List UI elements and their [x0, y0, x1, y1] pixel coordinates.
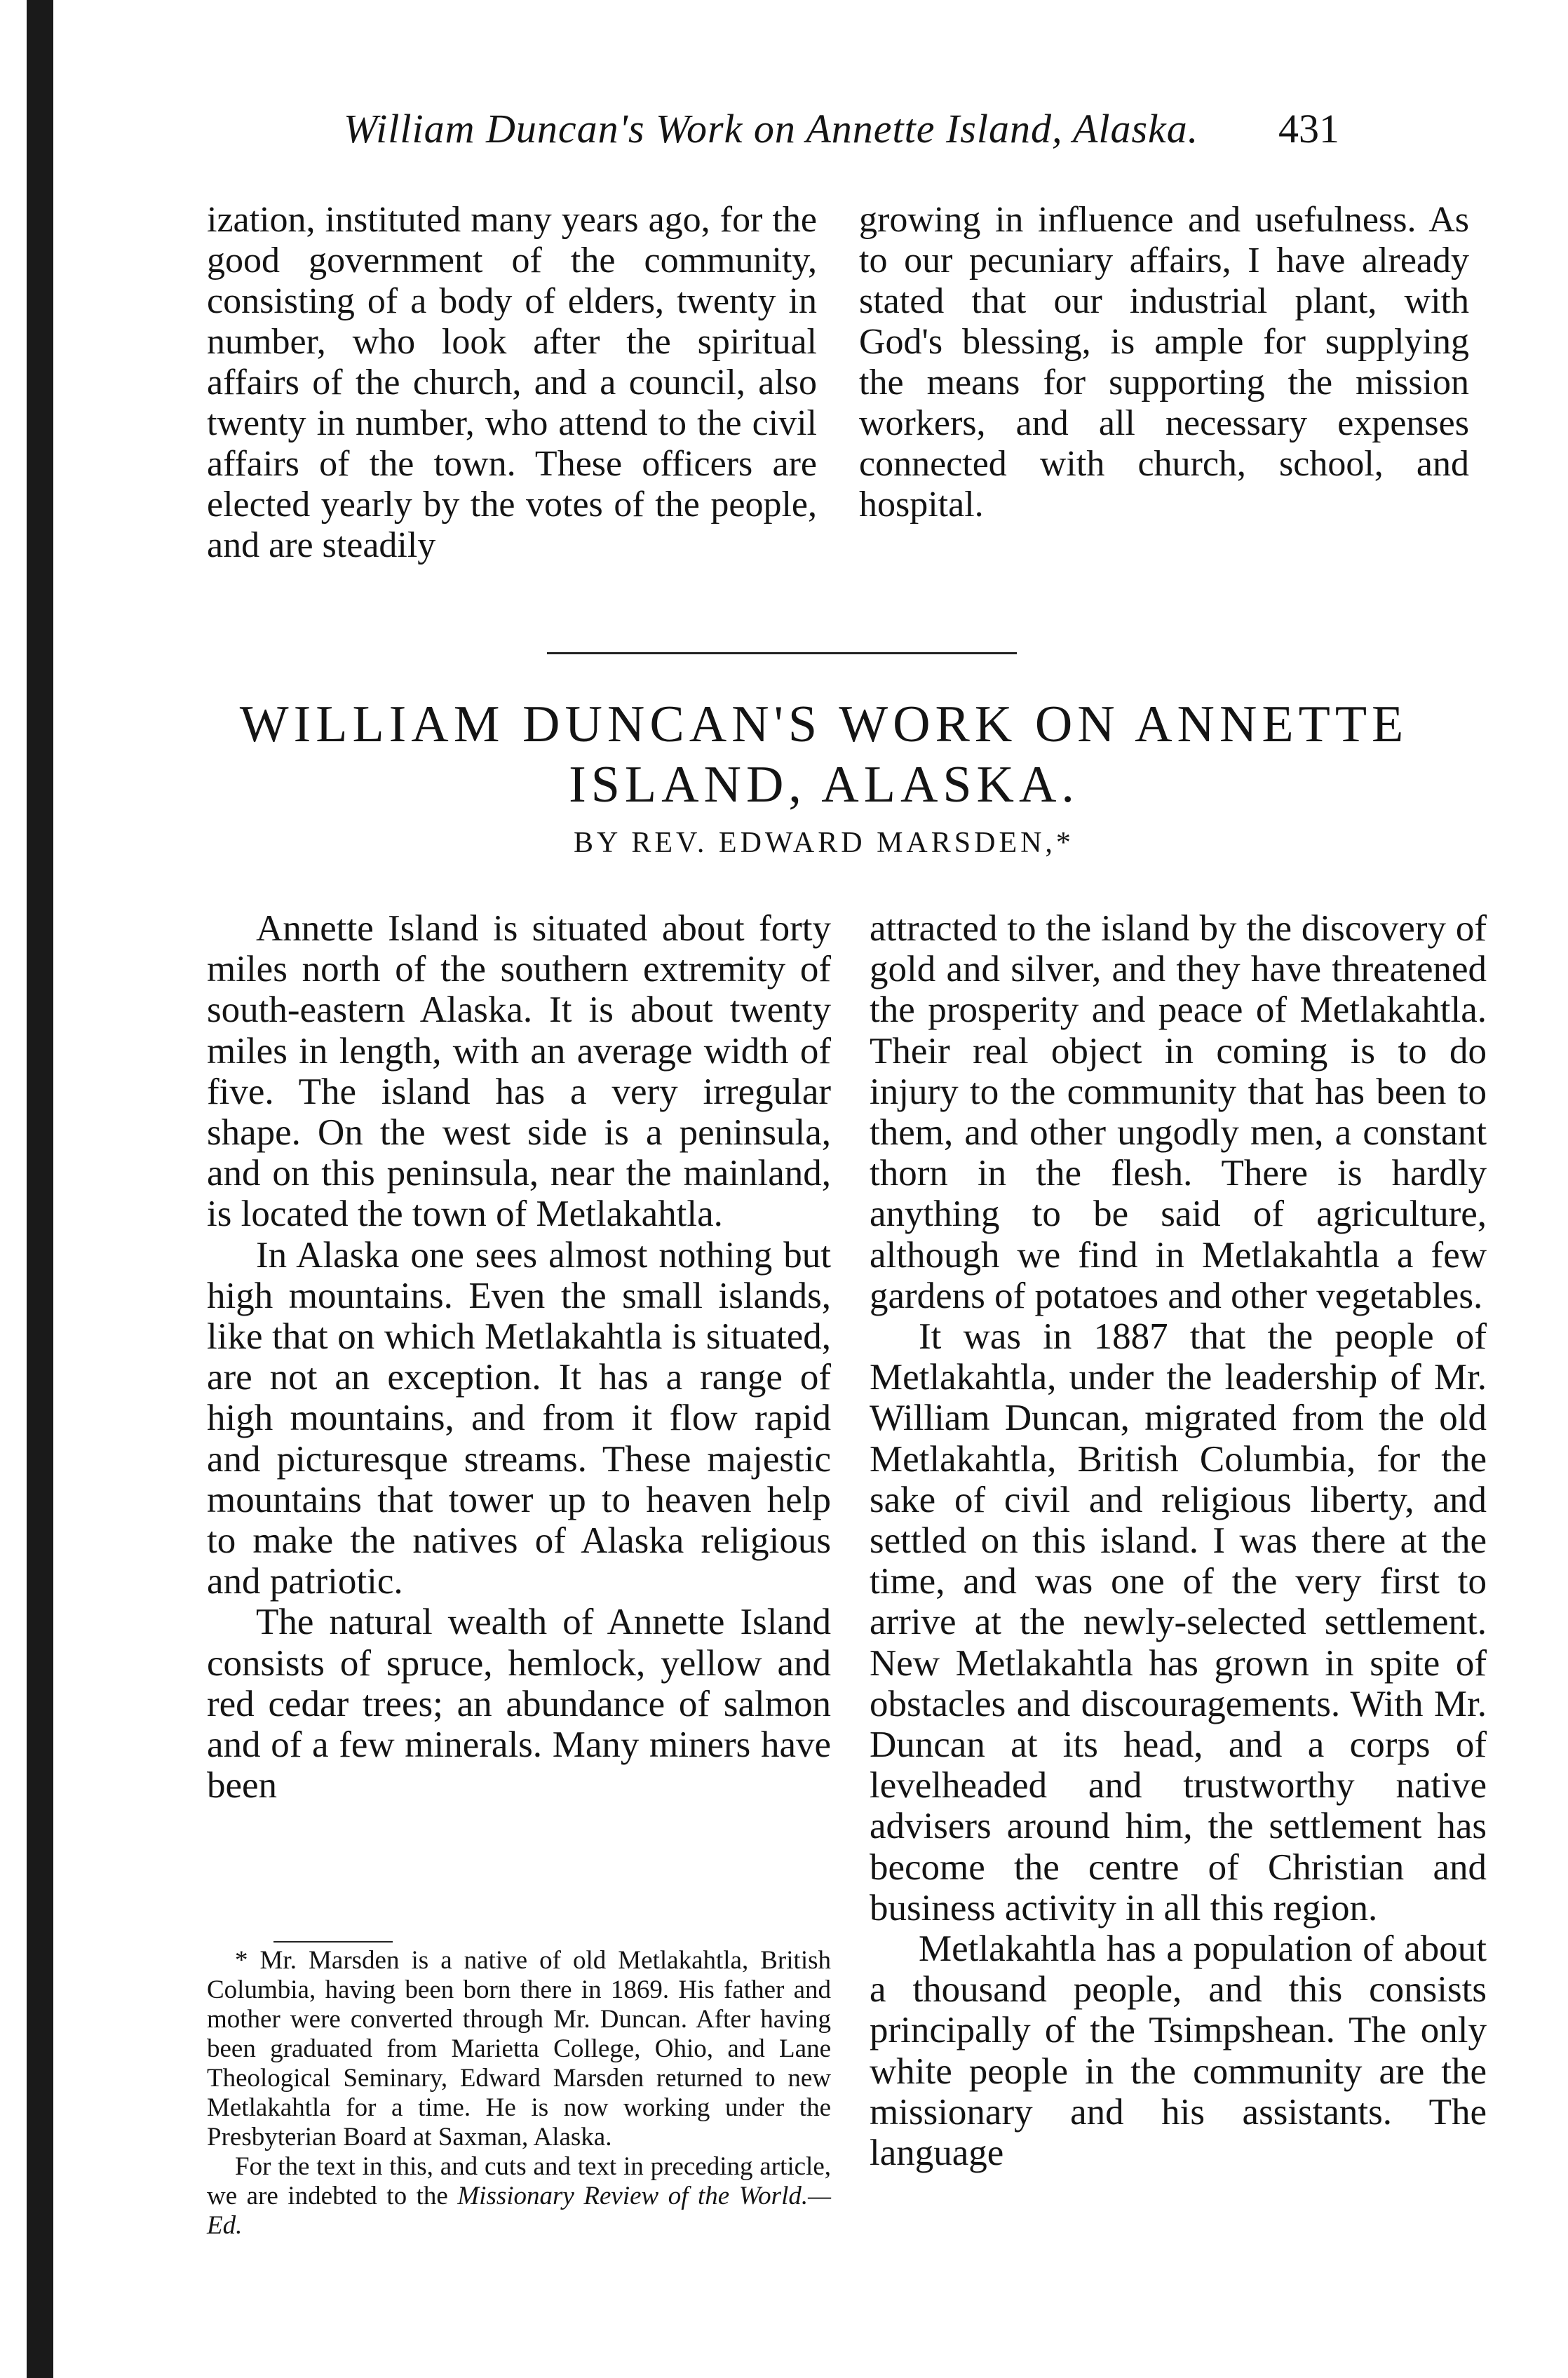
- running-title: William Duncan's Work on Annette Island, Alaska.: [344, 106, 1199, 151]
- footnote-divider: [273, 1941, 393, 1943]
- previous-article-left-column: [207, 200, 817, 566]
- article-right-column: [870, 908, 1487, 2173]
- footnote-text: * Mr. Marsden is a native of old Metlakahtla, British Columbia, having been born there in 1869. His father and mother were converted through Mr. Duncan. After having been graduated from Marietta College, Ohio, and Lane Theological Seminary, Edward Marsden returned to new Metlakahtla for a time. He is now working under the Presbyterian Board at Saxman, Alaska.: [207, 1946, 831, 2151]
- article-paragraph: Metlakahtla has a population of about a thousand people, and this consists principally of the Tsimpshean. The only white people in the community are the missionary and his assistants. The language: [870, 1928, 1487, 2174]
- article-paragraph: The natural wealth of Annette Island consists of spruce, hemlock, yellow and red cedar trees; an abundance of salmon and of a few minerals. Many miners have been: [207, 1602, 831, 1806]
- previous-article-paragraph: ization, instituted many years ago, for the good government of the community, consisting of a body of elders, twenty in number, who look after the spiritual affairs of the church, and a council, also twenty in number, who attend to the civil affairs of the town. These officers are elected yearly by the votes of the people, and are steadily: [207, 200, 817, 565]
- previous-article-paragraph: growing in influence and usefulness. As to our pecuniary affairs, I have already stated that our industrial plant, with God's blessing, is ample for supplying the means for supporting the mission workers, and all necessary expenses connected with church, school, and hospital.: [859, 200, 1469, 525]
- page-binding-edge: [27, 0, 53, 2378]
- page-header: [344, 105, 1339, 154]
- footnote-credit-text: For the text in this, and cuts and text in preceding article, we are indebted to the: [207, 2152, 831, 2210]
- footnote: [207, 1946, 831, 2241]
- article-paragraph: attracted to the island by the discovery of gold and silver, and they have threatened the prosperity and peace of Metlakahtla. Their real object in coming is to do injury to the community that has been to them, and other ungodly men, a constant thorn in the flesh. There is hardly anything to be said of agriculture, although we find in Metlakahtla a few gardens of potatoes and other vegetables.: [870, 908, 1487, 1316]
- page-number: 431: [1278, 106, 1339, 151]
- article-left-column: [207, 908, 831, 1806]
- footnote-credit: [207, 2152, 831, 2241]
- article-paragraph: Annette Island is situated about forty miles north of the southern extremity of south-eastern Alaska. It is about twenty miles in length, with an average width of five. The island has a very irregular shape. On the west side is a peninsula, and on this peninsula, near the mainland, is located the town of Metlakahtla.: [207, 908, 831, 1235]
- article-paragraph: In Alaska one sees almost nothing but high mountains. Even the small islands, like that on which Metlakahtla is situated, are not an exception. It has a range of high mountains, and from it flow rapid and picturesque streams. These majestic mountains that tower up to heaven help to make the natives of Alaska religious and patriotic.: [207, 1234, 831, 1602]
- article-title: WILLIAM DUNCAN'S WORK ON ANNETTE ISLAND, ALASKA.: [239, 696, 1409, 813]
- section-divider: [547, 652, 1017, 654]
- previous-article-right-column: [859, 200, 1469, 525]
- article-paragraph: It was in 1887 that the people of Metlakahtla, under the leadership of Mr. William Duncan, migrated from the old Metlakahtla, British Columbia, for the sake of civil and religious liberty, and settled on this island. I was there at the time, and was one of the very first to arrive at the newly-selected settlement. New Metlakahtla has grown in spite of obstacles and discouragements. With Mr. Duncan at its head, and a corps of levelheaded and trustworthy native advisers around him, the settlement has become the centre of Christian and business activity in all this region.: [870, 1316, 1487, 1928]
- footnote-credit-source: Missionary Review of the World.—Ed.: [207, 2182, 832, 2240]
- article-byline: BY REV. EDWARD MARSDEN,*: [574, 827, 1074, 859]
